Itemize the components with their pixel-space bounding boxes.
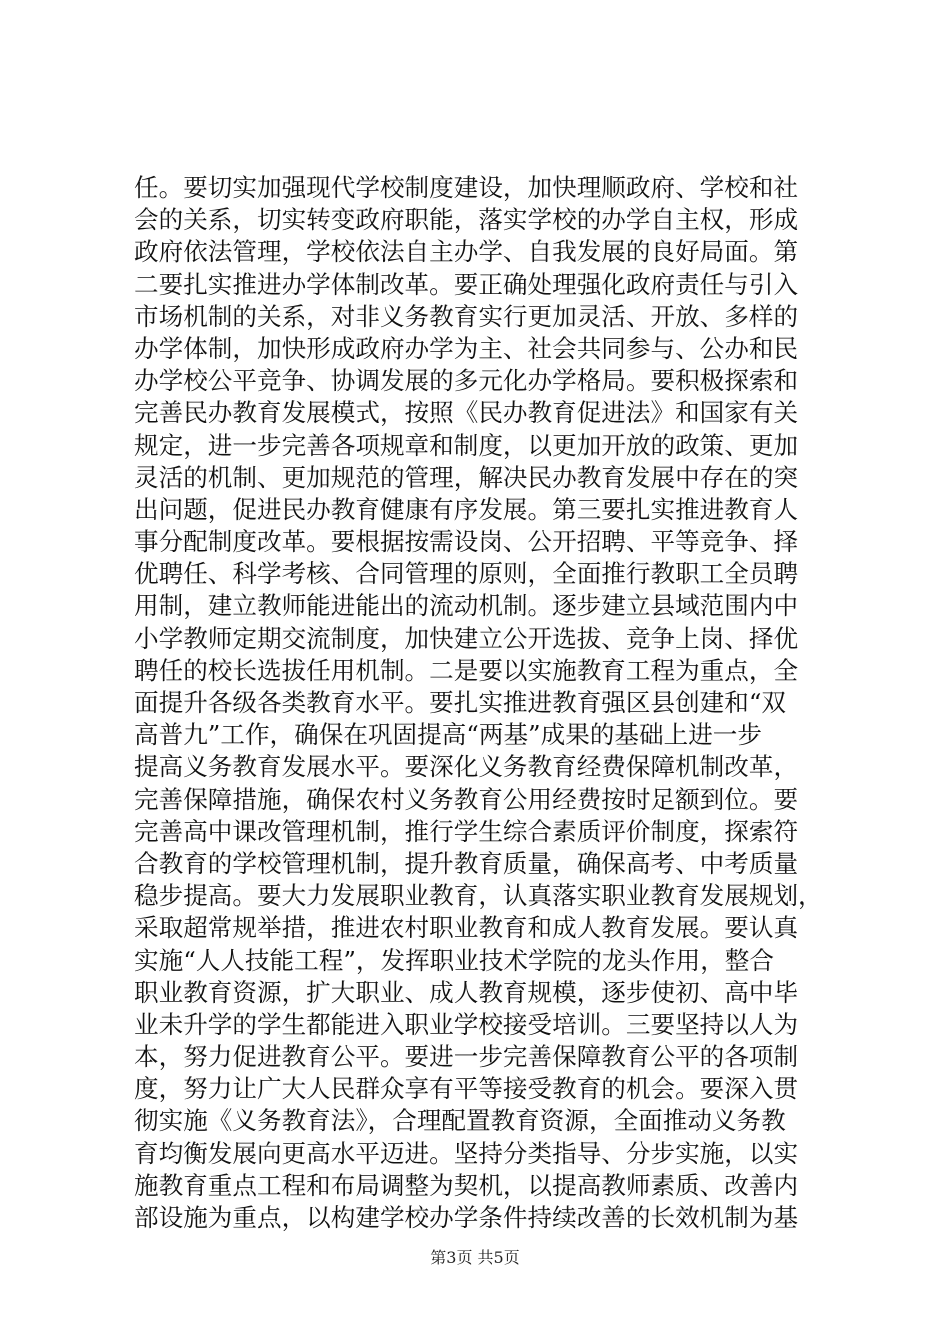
text-line: 会的关系，切实转变政府职能，落实学校的办学自主权，形成: [134, 205, 799, 235]
text-line: 事分配制度改革。要根据按需设岗、公开招聘、平等竞争、择: [134, 527, 799, 557]
text-line: 优聘任、科学考核、合同管理的原则，全面推行教职工全员聘: [134, 559, 799, 589]
text-line: 度，努力让广大人民群众享有平等接受教育的机会。要深入贯: [134, 1074, 799, 1104]
text-line: 实施“人人技能工程”，发挥职业技术学院的龙头作用，整合: [134, 945, 774, 975]
text-line: 本，努力促进教育公平。要进一步完善保障教育公平的各项制: [134, 1042, 799, 1072]
text-line: 任。要切实加强现代学校制度建设，加快理顺政府、学校和社: [134, 173, 799, 202]
text-line: 办学校公平竞争、协调发展的多元化办学格局。要积极探索和: [134, 366, 799, 396]
text-line: 完善高中课改管理机制，推行学生综合素质评价制度，探索符: [134, 816, 799, 846]
text-line: 完善保障措施，确保农村义务教育公用经费按时足额到位。要: [134, 784, 799, 814]
text-line: 政府依法管理，学校依法自主办学、自我发展的良好局面。第: [134, 237, 799, 267]
text-line: 规定，进一步完善各项规章和制度，以更加开放的政策、更加: [134, 430, 799, 460]
text-line: 采取超常规举措，推进农村职业教育和成人教育发展。要认真: [134, 913, 799, 943]
text-line: 彻实施《义务教育法》，合理配置教育资源，全面推动义务教: [134, 1106, 786, 1136]
text-line: 部设施为重点，以构建学校办学条件持续改善的长效机制为基: [134, 1203, 799, 1232]
text-line: 二要扎实推进办学体制改革。要正确处理强化政府责任与引入: [134, 269, 799, 299]
text-line: 用制，建立教师能进能出的流动机制。逐步建立县域范围内中: [134, 591, 799, 621]
text-line: 合教育的学校管理机制，提升教育质量，确保高考、中考质量: [134, 848, 799, 878]
text-line: 灵活的机制、更加规范的管理，解决民办教育发展中存在的突: [134, 462, 799, 492]
text-line: 完善民办教育发展模式，按照《民办教育促进法》和国家有关: [134, 398, 799, 428]
text-line: 稳步提高。要大力发展职业教育，认真落实职业教育发展规划，: [134, 881, 823, 911]
text-line: 育均衡发展向更高水平迈进。坚持分类指导、分步实施，以实: [134, 1138, 799, 1168]
text-line: 小学教师定期交流制度，加快建立公开选拔、竞争上岗、择优: [134, 623, 799, 653]
text-line: 面提升各级各类教育水平。要扎实推进教育强区县创建和“双: [134, 688, 787, 717]
text-line: 聘任的校长选拔任用机制。二是要以实施教育工程为重点，全: [134, 655, 799, 685]
text-line: 职业教育资源，扩大职业、成人教育规模，逐步使初、高中毕: [134, 977, 799, 1007]
text-line: 施教育重点工程和布局调整为契机，以提高教师素质、改善内: [134, 1170, 799, 1200]
text-line: 出问题，促进民办教育健康有序发展。第三要扎实推进教育人: [134, 494, 799, 524]
text-line: 高普九”工作，确保在巩固提高“两基”成果的基础上进一步: [134, 720, 762, 750]
text-line: 提高义务教育发展水平。要深化义务教育经费保障机制改革，: [134, 752, 799, 782]
text-line: 办学体制，加快形成政府办学为主、社会共同参与、公办和民: [134, 333, 799, 363]
body-text: [134, 172, 824, 1234]
text-line: 市场机制的关系，对非义务教育实行更加灵活、开放、多样的: [134, 301, 799, 331]
page-footer: 第3页 共5页: [430, 1248, 520, 1267]
text-line: 业未升学的学生都能进入职业学校接受培训。三要坚持以人为: [134, 1009, 799, 1039]
